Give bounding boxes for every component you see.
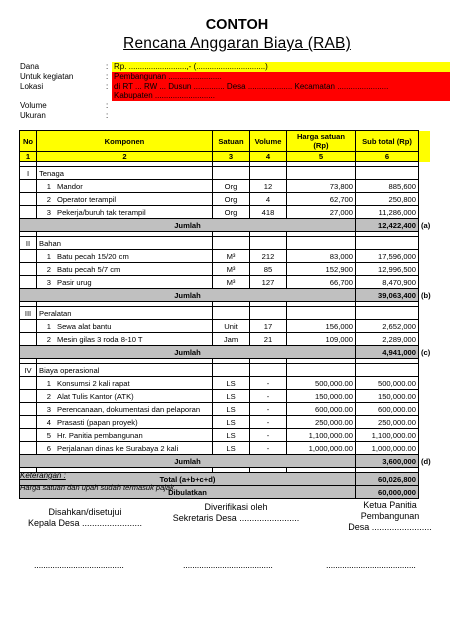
item-subtotal: 250,800 [356, 193, 419, 206]
item-number: 1 [46, 181, 51, 191]
table-cell [20, 180, 37, 193]
item-name-cell [37, 429, 213, 442]
table-cell [419, 390, 430, 403]
item-subtotal: 500,000.00 [356, 377, 419, 390]
table-row [20, 180, 430, 193]
table-cell [213, 307, 250, 320]
info-colon: : [106, 81, 109, 91]
item-name-cell [37, 263, 213, 276]
table-cell [213, 237, 250, 250]
column-header: Harga satuan (Rp) [287, 131, 356, 152]
table-cell [419, 416, 430, 429]
table-cell [20, 442, 37, 455]
column-number: 3 [213, 152, 250, 162]
table-number-row [20, 152, 430, 162]
table-cell [287, 237, 356, 250]
group-name: Biaya operasional [37, 364, 213, 377]
item-number: 2 [46, 264, 51, 274]
table-cell [287, 364, 356, 377]
column-number: 6 [356, 152, 419, 162]
table-cell [287, 167, 356, 180]
group-name: Bahan [37, 237, 213, 250]
group-total-tag: (a) [419, 219, 430, 232]
group-total-value: 3,600,000 [356, 455, 419, 468]
group-name: Peralatan [37, 307, 213, 320]
item-subtotal: 1,100,000.00 [356, 429, 419, 442]
item-number: 6 [46, 443, 51, 453]
budget-table [19, 130, 430, 499]
document-heading: CONTOH [205, 17, 269, 33]
group-total-row [20, 219, 430, 232]
item-price: 1,000,000.00 [287, 442, 356, 455]
item-name-cell [37, 442, 213, 455]
table-cell [20, 403, 37, 416]
item-name-cell [37, 403, 213, 416]
table-cell [250, 364, 287, 377]
info-row [20, 111, 450, 121]
item-unit: Org [213, 206, 250, 219]
group-total-label: Jumlah [20, 289, 356, 302]
item-name-cell [37, 193, 213, 206]
item-price: 62,700 [287, 193, 356, 206]
table-cell [213, 364, 250, 377]
group-number: I [20, 167, 37, 180]
group-number: IV [20, 364, 37, 377]
group-number: II [20, 237, 37, 250]
signature-ketua-panitia [330, 500, 450, 533]
column-header: Sub total (Rp) [356, 131, 419, 152]
item-number: 2 [46, 391, 51, 401]
table-cell [419, 193, 430, 206]
item-name-cell [37, 276, 213, 289]
table-cell [20, 320, 37, 333]
group-total-label: Jumlah [20, 346, 356, 359]
table-cell [20, 333, 37, 346]
item-unit: M³ [213, 276, 250, 289]
group-total-tag: (c) [419, 346, 430, 359]
column-number: 5 [287, 152, 356, 162]
column-header: Satuan [213, 131, 250, 152]
item-number: 3 [46, 207, 51, 217]
item-number: 1 [46, 378, 51, 388]
item-unit: Unit [213, 320, 250, 333]
column-number: 1 [20, 152, 37, 162]
item-name: Konsumsi 2 kali rapat [57, 378, 130, 388]
item-volume: - [250, 377, 287, 390]
notes-heading: Keterangan : [20, 471, 66, 480]
info-row [20, 91, 450, 101]
item-price: 109,000 [287, 333, 356, 346]
table-cell [287, 307, 356, 320]
item-name: Operator terampil [57, 194, 117, 204]
info-row [20, 62, 450, 72]
table-group-row [20, 167, 430, 180]
item-subtotal: 1,000,000.00 [356, 442, 419, 455]
table-cell [419, 486, 430, 499]
table-row [20, 416, 430, 429]
table-cell [250, 237, 287, 250]
info-colon: : [106, 71, 109, 81]
table-cell [250, 167, 287, 180]
table-cell [20, 416, 37, 429]
table-row [20, 206, 430, 219]
table-cell [419, 442, 430, 455]
item-price: 152,900 [287, 263, 356, 276]
table-cell [419, 473, 430, 486]
table-cell [20, 193, 37, 206]
item-name: Batu pecah 15/20 cm [57, 251, 129, 261]
info-value: Rp. ..........................,- (...............................) [112, 62, 450, 72]
item-name-cell [37, 377, 213, 390]
item-number: 5 [46, 430, 51, 440]
signature-kepala-desa [20, 507, 150, 529]
table-header-row [20, 131, 430, 152]
item-subtotal: 885,600 [356, 180, 419, 193]
item-price: 83,000 [287, 250, 356, 263]
item-volume: 21 [250, 333, 287, 346]
item-volume: - [250, 429, 287, 442]
item-name-cell [37, 206, 213, 219]
table-row [20, 320, 430, 333]
table-cell [419, 206, 430, 219]
item-name: Perencanaan, dokumentasi dan pelaporan [57, 404, 201, 414]
item-price: 250,000.00 [287, 416, 356, 429]
table-cell [356, 167, 419, 180]
item-name: Perjalanan dinas ke Surabaya 2 kali [57, 443, 179, 453]
table-cell [419, 377, 430, 390]
group-total-row [20, 289, 430, 302]
info-row [20, 72, 450, 82]
table-cell [356, 237, 419, 250]
item-name: Mandor [57, 181, 83, 191]
column-header: No [20, 131, 37, 152]
table-cell [20, 263, 37, 276]
item-number: 2 [46, 334, 51, 344]
table-cell [419, 307, 430, 320]
table-cell [356, 364, 419, 377]
table-cell [419, 364, 430, 377]
group-total-label: Jumlah [20, 455, 356, 468]
document-title: Rencana Anggaran Biaya (RAB) [123, 35, 351, 52]
table-row [20, 377, 430, 390]
table-cell [250, 307, 287, 320]
item-name-cell [37, 180, 213, 193]
item-subtotal: 11,286,000 [356, 206, 419, 219]
item-subtotal: 150,000.00 [356, 390, 419, 403]
table-cell [419, 263, 430, 276]
item-price: 1,100,000.00 [287, 429, 356, 442]
table-row [20, 276, 430, 289]
signature-line3: Desa ........................ [348, 522, 432, 532]
table-cell [20, 276, 37, 289]
item-volume: 127 [250, 276, 287, 289]
item-number: 4 [46, 417, 51, 427]
item-volume: 212 [250, 250, 287, 263]
group-total-value: 39,063,400 [356, 289, 419, 302]
group-total-value: 4,941,000 [356, 346, 419, 359]
item-name: Batu pecah 5/7 cm [57, 264, 121, 274]
item-name-cell [37, 250, 213, 263]
table-cell [419, 429, 430, 442]
item-price: 600,000.00 [287, 403, 356, 416]
group-total-tag: (b) [419, 289, 430, 302]
group-total-row [20, 455, 430, 468]
item-name: Alat Tulis Kantor (ATK) [57, 391, 134, 401]
table-cell [419, 333, 430, 346]
info-colon: : [106, 110, 109, 120]
rounded-total-label: Dibulatkan [20, 486, 356, 499]
table-row [20, 390, 430, 403]
item-name: Prasasti (papan proyek) [57, 417, 138, 427]
table-row [20, 193, 430, 206]
table-cell [356, 307, 419, 320]
item-volume: 17 [250, 320, 287, 333]
group-total-tag: (d) [419, 455, 430, 468]
table-row [20, 250, 430, 263]
rounded-total-value: 60,000,000 [356, 486, 419, 499]
item-volume: - [250, 416, 287, 429]
signature-sekretaris-desa [166, 502, 306, 524]
info-value [112, 111, 450, 121]
info-value: Pembangunan ........................ [112, 72, 450, 82]
item-name-cell [37, 390, 213, 403]
item-number: 1 [46, 321, 51, 331]
item-unit: Jam [213, 333, 250, 346]
item-unit: M³ [213, 250, 250, 263]
group-total-label: Jumlah [20, 219, 356, 232]
table-row [20, 333, 430, 346]
column-header: Volume [250, 131, 287, 152]
table-group-row [20, 237, 430, 250]
item-subtotal: 17,596,000 [356, 250, 419, 263]
item-unit: LS [213, 442, 250, 455]
item-name-cell [37, 333, 213, 346]
table-cell [419, 276, 430, 289]
info-label: Dana [20, 62, 40, 71]
item-unit: LS [213, 390, 250, 403]
table-cell [419, 250, 430, 263]
grand-total-label: Total (a+b+c+d) [20, 473, 356, 486]
item-price: 156,000 [287, 320, 356, 333]
item-price: 150,000.00 [287, 390, 356, 403]
item-volume: 12 [250, 180, 287, 193]
info-block [20, 62, 450, 121]
info-value: Kabupaten ........................... [112, 91, 450, 101]
signature-dots-1: ....................................... [34, 560, 124, 570]
table-cell [20, 390, 37, 403]
item-price: 500,000.00 [287, 377, 356, 390]
signature-line2: Kepala Desa ........................ [27, 518, 143, 528]
table-cell [213, 167, 250, 180]
info-colon: : [106, 62, 109, 71]
item-name-cell [37, 416, 213, 429]
table-row [20, 403, 430, 416]
table-cell [419, 167, 430, 180]
info-colon: : [106, 101, 109, 111]
item-volume: 85 [250, 263, 287, 276]
table-cell [20, 206, 37, 219]
item-subtotal: 2,652,000 [356, 320, 419, 333]
info-value: di RT ... RW ... Dusun .............. Desa .................... Kecamatan ....................... [112, 82, 450, 92]
grand-total-value: 60,026,800 [356, 473, 419, 486]
item-unit: Org [213, 193, 250, 206]
signature-line1: Disahkan/disetujui [48, 507, 122, 517]
item-number: 2 [46, 194, 51, 204]
column-header: Komponen [37, 131, 213, 152]
item-subtotal: 8,470,900 [356, 276, 419, 289]
item-volume: 418 [250, 206, 287, 219]
notes-text: Harga satuan dan upah sudah termasuk pajak [20, 483, 174, 492]
column-number: 2 [37, 152, 213, 162]
signature-line1: Diverifikasi oleh [204, 502, 268, 512]
item-price: 66,700 [287, 276, 356, 289]
item-unit: Org [213, 180, 250, 193]
item-volume: - [250, 442, 287, 455]
group-number: III [20, 307, 37, 320]
signature-line2: Pembangunan [360, 511, 420, 521]
item-subtotal: 2,289,000 [356, 333, 419, 346]
item-volume: - [250, 390, 287, 403]
signature-dots-2: ....................................... [183, 560, 273, 570]
table-cell [419, 403, 430, 416]
table-cell [419, 152, 430, 162]
item-unit: LS [213, 403, 250, 416]
item-price: 73,800 [287, 180, 356, 193]
item-volume: - [250, 403, 287, 416]
signature-dots-3: ....................................... [326, 560, 416, 570]
table-cell [419, 320, 430, 333]
item-name: Pekerja/buruh tak terampil [57, 207, 146, 217]
group-name: Tenaga [37, 167, 213, 180]
item-name: Hr. Panitia pembangunan [57, 430, 143, 440]
item-unit: LS [213, 429, 250, 442]
signature-line1: Ketua Panitia [363, 500, 417, 510]
group-total-row [20, 346, 430, 359]
group-total-value: 12,422,400 [356, 219, 419, 232]
info-label: Ukuran [20, 110, 46, 120]
table-cell [20, 250, 37, 263]
table-cell [20, 377, 37, 390]
table-row [20, 429, 430, 442]
item-unit: M³ [213, 263, 250, 276]
item-price: 27,000 [287, 206, 356, 219]
table-cell [419, 237, 430, 250]
item-subtotal: 12,996,500 [356, 263, 419, 276]
item-unit: LS [213, 377, 250, 390]
item-volume: 4 [250, 193, 287, 206]
info-row [20, 101, 450, 111]
item-number: 3 [46, 404, 51, 414]
signature-line2: Sekretaris Desa ........................ [172, 513, 300, 523]
table-group-row [20, 364, 430, 377]
info-label: Lokasi [20, 81, 44, 91]
item-subtotal: 250,000.00 [356, 416, 419, 429]
info-label: Untuk kegiatan [20, 71, 74, 81]
table-row [20, 263, 430, 276]
item-name-cell [37, 320, 213, 333]
item-unit: LS [213, 416, 250, 429]
info-label: Volume [20, 101, 47, 111]
column-number: 4 [250, 152, 287, 162]
item-subtotal: 600,000.00 [356, 403, 419, 416]
item-number: 1 [46, 251, 51, 261]
item-name: Mesin gilas 3 roda 8-10 T [57, 334, 143, 344]
table-group-row [20, 307, 430, 320]
table-row [20, 442, 430, 455]
table-cell [20, 429, 37, 442]
info-row [20, 82, 450, 92]
table-cell [419, 180, 430, 193]
item-number: 3 [46, 277, 51, 287]
item-name: Sewa alat bantu [57, 321, 112, 331]
table-cell [419, 131, 430, 152]
item-name: Pasir urug [57, 277, 92, 287]
info-value [112, 101, 450, 111]
